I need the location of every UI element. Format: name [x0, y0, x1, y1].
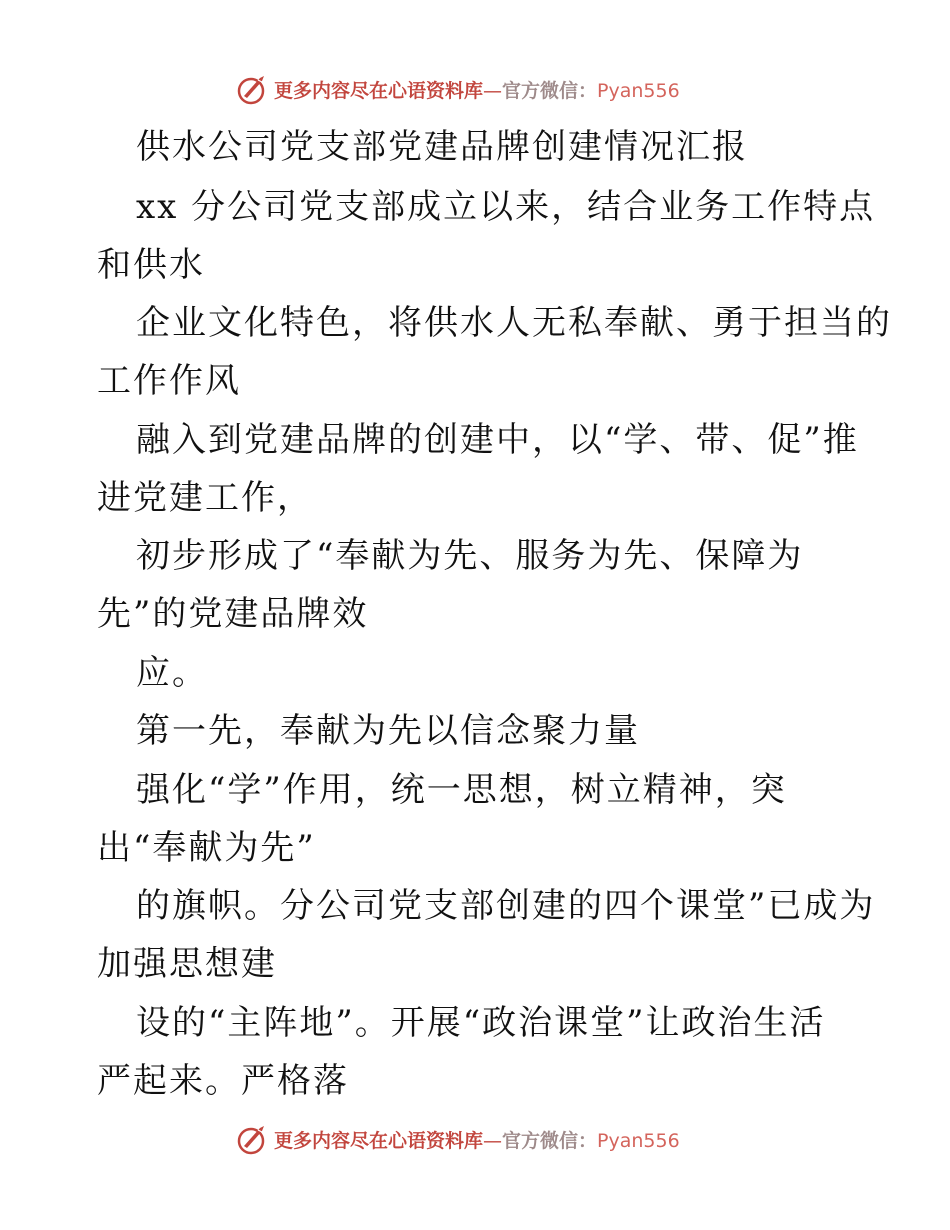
section-heading: 第一先，奉献为先以信念聚力量	[136, 711, 640, 751]
paragraph-line: 严起来。严格落	[97, 1061, 349, 1101]
paragraph-line: 初步形成了“奉献为先、服务为先、保障为	[136, 536, 804, 576]
quill-pen-logo-icon	[236, 1122, 270, 1156]
paragraph-line: xx 分公司党支部成立以来，结合业务工作特点	[136, 187, 876, 227]
watermark-wechat-label: 官方微信：	[502, 79, 598, 102]
paragraph-line: 强化“学”作用，统一思想，树立精神，突	[136, 770, 787, 810]
watermark-text	[274, 76, 680, 103]
watermark-wechat-id: Pyan556	[597, 79, 680, 102]
paragraph-line: 应。	[136, 653, 208, 693]
watermark-brand: 更多内容尽在心语资料库	[274, 79, 484, 102]
watermark-wechat-label: 官方微信：	[502, 1129, 598, 1152]
paragraph-line: 进党建工作，	[97, 478, 313, 518]
paragraph-line: 先”的党建品牌效	[97, 594, 369, 634]
paragraph-line: 出“奉献为先”	[97, 828, 316, 868]
document-title: 供水公司党支部党建品牌创建情况汇报	[136, 127, 748, 167]
watermark-separator: —	[483, 1129, 503, 1152]
paragraph-line: 工作作风	[97, 361, 241, 401]
paragraph-line: 融入到党建品牌的创建中，以“学、带、促”推	[136, 420, 859, 460]
watermark-separator: —	[483, 79, 503, 102]
header-watermark	[236, 72, 716, 106]
paragraph-line: 加强思想建	[97, 944, 277, 984]
quill-pen-logo-icon	[236, 72, 270, 106]
paragraph-line: 企业文化特色，将供水人无私奉献、勇于担当的	[136, 303, 892, 343]
footer-watermark	[236, 1122, 716, 1156]
watermark-brand: 更多内容尽在心语资料库	[274, 1129, 484, 1152]
watermark-text	[274, 1126, 680, 1153]
paragraph-line: 的旗帜。分公司党支部创建的四个课堂”已成为	[136, 886, 876, 926]
watermark-wechat-id: Pyan556	[597, 1129, 680, 1152]
paragraph-line: 设的“主阵地”。开展“政治课堂”让政治生活	[136, 1003, 826, 1043]
paragraph-line: 和供水	[97, 245, 205, 285]
